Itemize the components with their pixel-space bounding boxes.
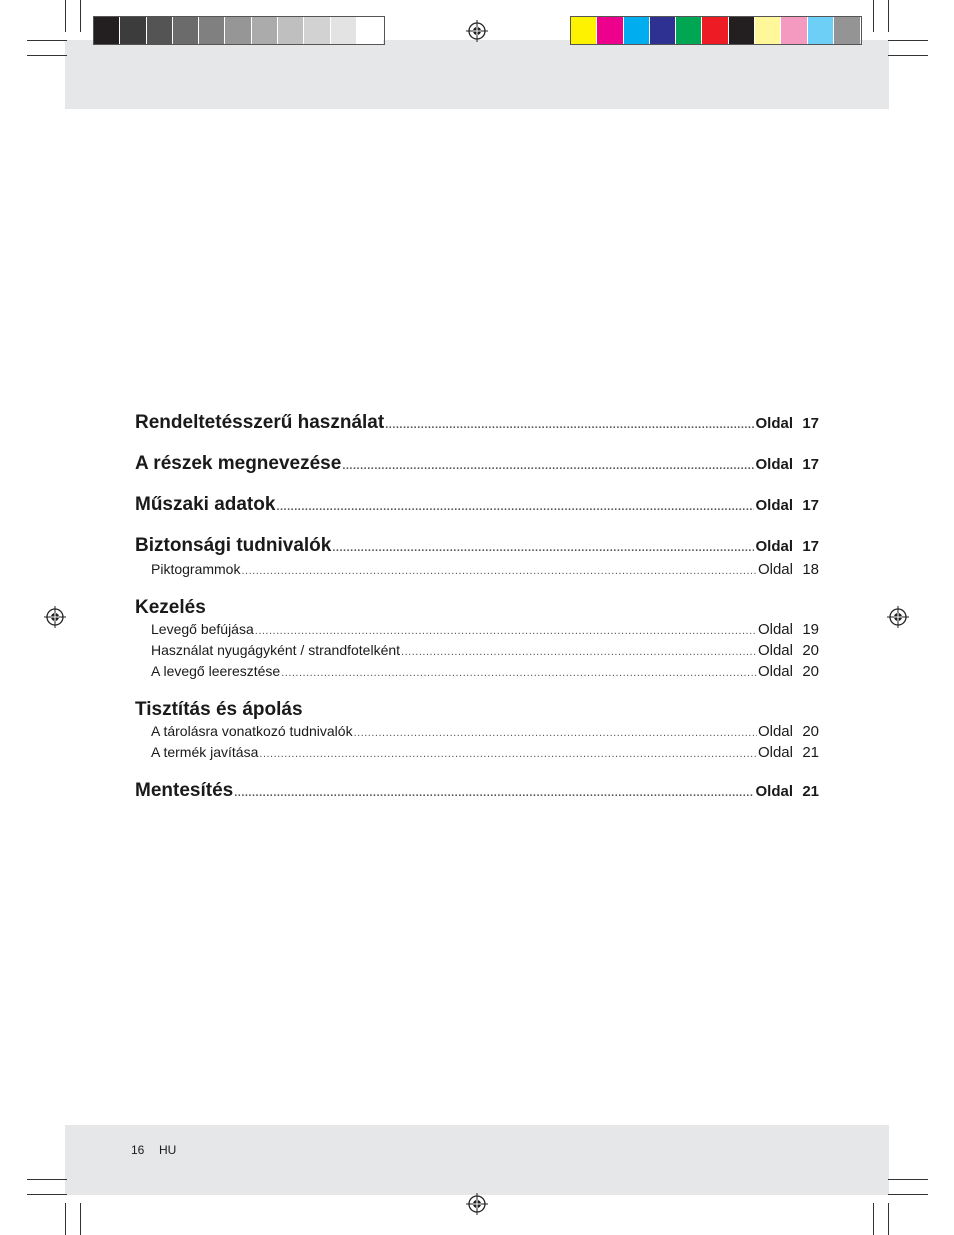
- toc-page-number: 19: [802, 621, 819, 638]
- color-swatch: [834, 17, 860, 44]
- color-swatch: [755, 17, 781, 44]
- toc-entry-label: A levegő leeresztése: [151, 663, 281, 679]
- toc-entry-label: Tisztítás és ápolás: [135, 699, 303, 720]
- toc-page-word: Oldal: [757, 642, 793, 659]
- toc-entry-label: A termék javítása: [151, 744, 259, 760]
- color-swatch: [199, 17, 225, 44]
- color-swatch: [173, 17, 199, 44]
- toc-page-number: 21: [802, 783, 819, 800]
- toc-entry[interactable]: [135, 412, 819, 438]
- toc-page-ref: [758, 663, 819, 680]
- color-swatch: [702, 17, 728, 44]
- crop-mark-icon: [27, 1179, 67, 1180]
- toc-page-word: Oldal: [757, 744, 793, 761]
- toc-entry[interactable]: [135, 561, 819, 582]
- toc-page-word: Oldal: [757, 723, 793, 740]
- toc-entry[interactable]: [135, 621, 819, 642]
- toc-page-word: Oldal: [757, 621, 793, 638]
- color-calibration-bar: [570, 16, 862, 45]
- toc-page-ref: [755, 456, 819, 473]
- toc-page-number: 17: [802, 456, 819, 473]
- toc-entry[interactable]: [135, 535, 819, 561]
- toc-page-word: Oldal: [755, 415, 793, 432]
- toc-entry-label: Piktogrammok: [151, 561, 241, 577]
- toc-entry-label: Műszaki adatok: [135, 494, 276, 515]
- toc-entry[interactable]: [135, 699, 819, 723]
- toc-entry-label: Levegő befújása: [151, 621, 254, 637]
- color-swatch: [357, 17, 383, 44]
- toc-page-ref: [758, 642, 819, 659]
- toc-entry-label: A részek megnevezése: [135, 453, 342, 474]
- color-swatch: [120, 17, 146, 44]
- color-swatch: [278, 17, 304, 44]
- toc-entry-label: Kezelés: [135, 597, 206, 618]
- toc-page-number: 20: [802, 642, 819, 659]
- header-band: [65, 40, 889, 109]
- crop-mark-icon: [27, 40, 67, 41]
- grayscale-calibration-bar: [93, 16, 385, 45]
- toc-entry-label: A tárolásra vonatkozó tudnivalók: [151, 723, 353, 739]
- crop-mark-icon: [80, 1203, 81, 1235]
- color-swatch: [650, 17, 676, 44]
- color-swatch: [808, 17, 834, 44]
- toc-page-word: Oldal: [757, 663, 793, 680]
- color-swatch: [571, 17, 597, 44]
- registration-mark-icon: [887, 606, 909, 628]
- crop-mark-icon: [65, 0, 66, 32]
- toc-leader-dots: [241, 565, 757, 577]
- color-swatch: [331, 17, 357, 44]
- crop-mark-icon: [888, 40, 928, 41]
- toc-leader-dots: [385, 419, 754, 431]
- color-swatch: [624, 17, 650, 44]
- toc-page-ref: [758, 744, 819, 761]
- color-swatch: [304, 17, 330, 44]
- toc-page-number: 17: [802, 415, 819, 432]
- crop-mark-icon: [888, 55, 928, 56]
- toc-entry[interactable]: [135, 453, 819, 479]
- toc-entry[interactable]: [135, 744, 819, 765]
- footer-band: [65, 1125, 889, 1195]
- toc-leader-dots: [354, 727, 757, 739]
- toc-leader-dots: [255, 625, 757, 637]
- toc-page-ref: [755, 783, 819, 800]
- toc-page-number: 20: [802, 663, 819, 680]
- color-swatch: [252, 17, 278, 44]
- toc-page-number: 20: [802, 723, 819, 740]
- toc-page-number: 17: [802, 497, 819, 514]
- toc-page-ref: [758, 621, 819, 638]
- toc-page-word: Oldal: [755, 456, 793, 473]
- color-swatch: [781, 17, 807, 44]
- toc-entry-label: Biztonsági tudnivalók: [135, 535, 332, 556]
- color-swatch: [147, 17, 173, 44]
- toc-page-ref: [755, 415, 819, 432]
- toc-leader-dots: [342, 460, 754, 472]
- toc-entry[interactable]: [135, 642, 819, 663]
- toc-entry-label: Rendeltetésszerű használat: [135, 412, 385, 433]
- crop-mark-icon: [27, 1194, 67, 1195]
- crop-mark-icon: [80, 0, 81, 32]
- crop-mark-icon: [888, 0, 889, 32]
- registration-mark-icon: [44, 606, 66, 628]
- crop-mark-icon: [65, 1203, 66, 1235]
- toc-entry-label: Mentesítés: [135, 780, 234, 801]
- toc-entry[interactable]: [135, 663, 819, 684]
- toc-page-ref: [758, 723, 819, 740]
- crop-mark-icon: [888, 1194, 928, 1195]
- toc-leader-dots: [332, 542, 754, 554]
- color-swatch: [225, 17, 251, 44]
- toc-entry[interactable]: [135, 597, 819, 621]
- registration-mark-icon: [466, 1193, 488, 1215]
- table-of-contents: [135, 412, 819, 806]
- toc-page-number: 17: [802, 538, 819, 555]
- page-number: 16: [131, 1143, 145, 1157]
- toc-entry-label: Használat nyugágyként / strandfotelként: [151, 642, 401, 658]
- toc-entry[interactable]: [135, 723, 819, 744]
- crop-mark-icon: [27, 55, 67, 56]
- toc-page-ref: [758, 561, 819, 578]
- toc-page-ref: [755, 538, 819, 555]
- toc-leader-dots: [234, 787, 754, 799]
- registration-mark-icon: [466, 20, 488, 42]
- color-swatch: [676, 17, 702, 44]
- color-swatch: [597, 17, 623, 44]
- toc-leader-dots: [259, 748, 757, 760]
- toc-leader-dots: [401, 646, 757, 658]
- color-swatch: [94, 17, 120, 44]
- crop-mark-icon: [873, 1203, 874, 1235]
- toc-entry[interactable]: [135, 494, 819, 520]
- toc-entry[interactable]: [135, 780, 819, 806]
- crop-mark-icon: [873, 0, 874, 32]
- color-swatch: [729, 17, 755, 44]
- toc-page-number: 21: [802, 744, 819, 761]
- crop-mark-icon: [888, 1179, 928, 1180]
- toc-page-ref: [755, 497, 819, 514]
- toc-page-word: Oldal: [755, 783, 793, 800]
- toc-page-word: Oldal: [755, 497, 793, 514]
- toc-leader-dots: [276, 501, 754, 513]
- toc-page-word: Oldal: [755, 538, 793, 555]
- toc-leader-dots: [281, 667, 757, 679]
- language-code: HU: [159, 1143, 177, 1157]
- crop-mark-icon: [888, 1203, 889, 1235]
- toc-page-word: Oldal: [757, 561, 793, 578]
- toc-page-number: 18: [802, 561, 819, 578]
